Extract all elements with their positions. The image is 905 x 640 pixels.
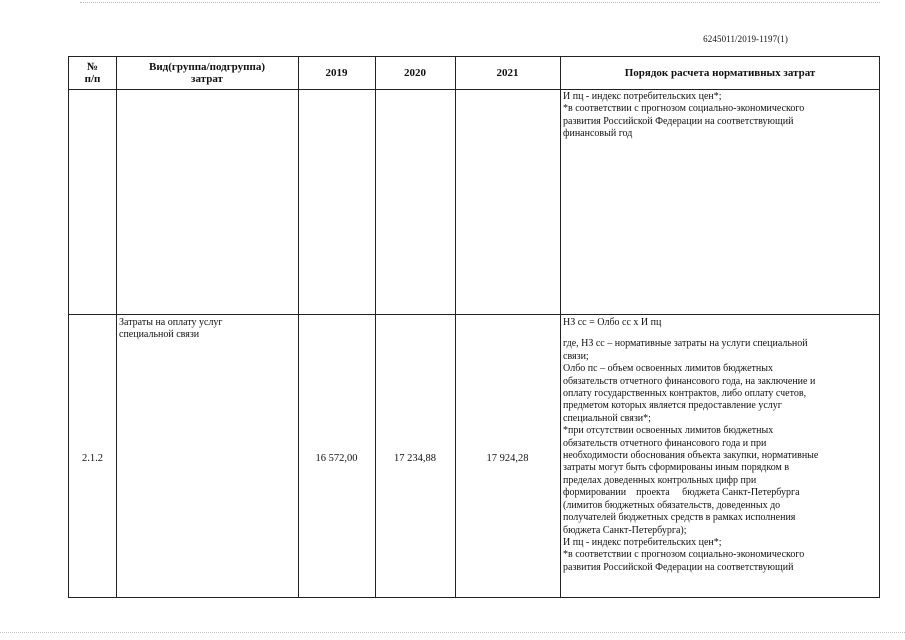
col-divider-2019: [375, 57, 376, 597]
row-212-value-2020: 17 234,88: [394, 453, 436, 464]
header-num: [69, 57, 116, 89]
method-line: И пц - индекс потребительских цен*;: [563, 536, 722, 548]
row-212-value-2021: 17 924,28: [486, 453, 529, 464]
method-line: обязательств отчетного финансового года и при: [563, 437, 767, 449]
header-type: [116, 57, 298, 89]
type-line: специальной связи: [119, 329, 200, 341]
method-line: *в соответствии с прогнозом социально-экономического: [563, 549, 805, 561]
method-line: развития Российской Федерации на соответствующий: [563, 115, 794, 127]
continuation-method-cell: [563, 91, 804, 141]
method-line: *при отсутствии освоенных лимитов бюджетных: [563, 425, 774, 437]
method-line: (лимитов бюджетных обязательств, доведенных до: [563, 499, 781, 511]
method-line: И пц - индекс потребительских цен*;: [563, 91, 722, 102]
col-divider-2020: [455, 57, 456, 597]
row-212-method: [563, 317, 818, 574]
method-line: необходимости обоснования объекта закупки, нормативные: [563, 450, 819, 462]
header-row-divider: [69, 89, 879, 90]
method-line: получателей бюджетных средств в рамках исполнения: [563, 512, 796, 524]
header-2019: 2019: [325, 67, 348, 79]
row-212-num: 2.1.2: [82, 453, 103, 464]
col-divider-type: [298, 57, 299, 597]
method-line: развития Российской Федерации на соответствующий: [563, 561, 794, 573]
method-line: обязательств отчетного финансового года, на заключение и: [563, 375, 816, 387]
document-number: 6245011/2019-1197(1): [703, 34, 788, 44]
method-line: где, НЗ сс – нормативные затраты на услуги специальной: [563, 338, 808, 350]
method-line: формировании проекта бюджета Санкт-Петербурга: [563, 487, 800, 499]
header-num-line2: п/п: [84, 73, 101, 85]
header-2020: 2020: [404, 67, 426, 79]
method-spacer: [563, 329, 818, 338]
col-divider-num: [116, 57, 117, 597]
method-formula: НЗ сс = Олбо сс х И пц: [563, 317, 662, 328]
method-line: затраты могут быть сформированы иным порядком в: [563, 462, 790, 474]
header-type-line2: затрат: [191, 73, 223, 85]
header-num-line1: №: [86, 61, 99, 73]
scan-noise-top: [80, 2, 880, 6]
method-line: финансовый год: [563, 128, 633, 140]
method-line: пределах доведенных контрольных цифр при: [563, 474, 757, 486]
method-line: связи;: [563, 350, 589, 362]
cost-table: [68, 56, 880, 598]
header-2021: 2021: [496, 67, 519, 79]
method-line: оплату государственных контрактов, либо оплату счетов,: [563, 388, 807, 400]
row-212-value-2019: 16 572,00: [315, 453, 358, 464]
header-method: Порядок расчета нормативных затрат: [624, 67, 816, 79]
header-type-line1: Вид(группа/подгруппа): [149, 61, 265, 73]
method-line: предметом которых является предоставление услуг: [563, 400, 782, 412]
scan-noise-bottom: [0, 632, 905, 639]
col-divider-2021: [560, 57, 561, 597]
method-line: Олбо пс – объем освоенных лимитов бюджетных: [563, 363, 773, 375]
method-line: бюджета Санкт-Петербурга);: [563, 524, 687, 536]
row-212-type: [119, 317, 223, 342]
row-divider-212: [69, 314, 879, 315]
method-line: специальной связи*;: [563, 412, 651, 424]
method-line: *в соответствии с прогнозом социально-экономического: [563, 103, 805, 115]
type-line: Затраты на оплату услуг: [119, 317, 223, 328]
